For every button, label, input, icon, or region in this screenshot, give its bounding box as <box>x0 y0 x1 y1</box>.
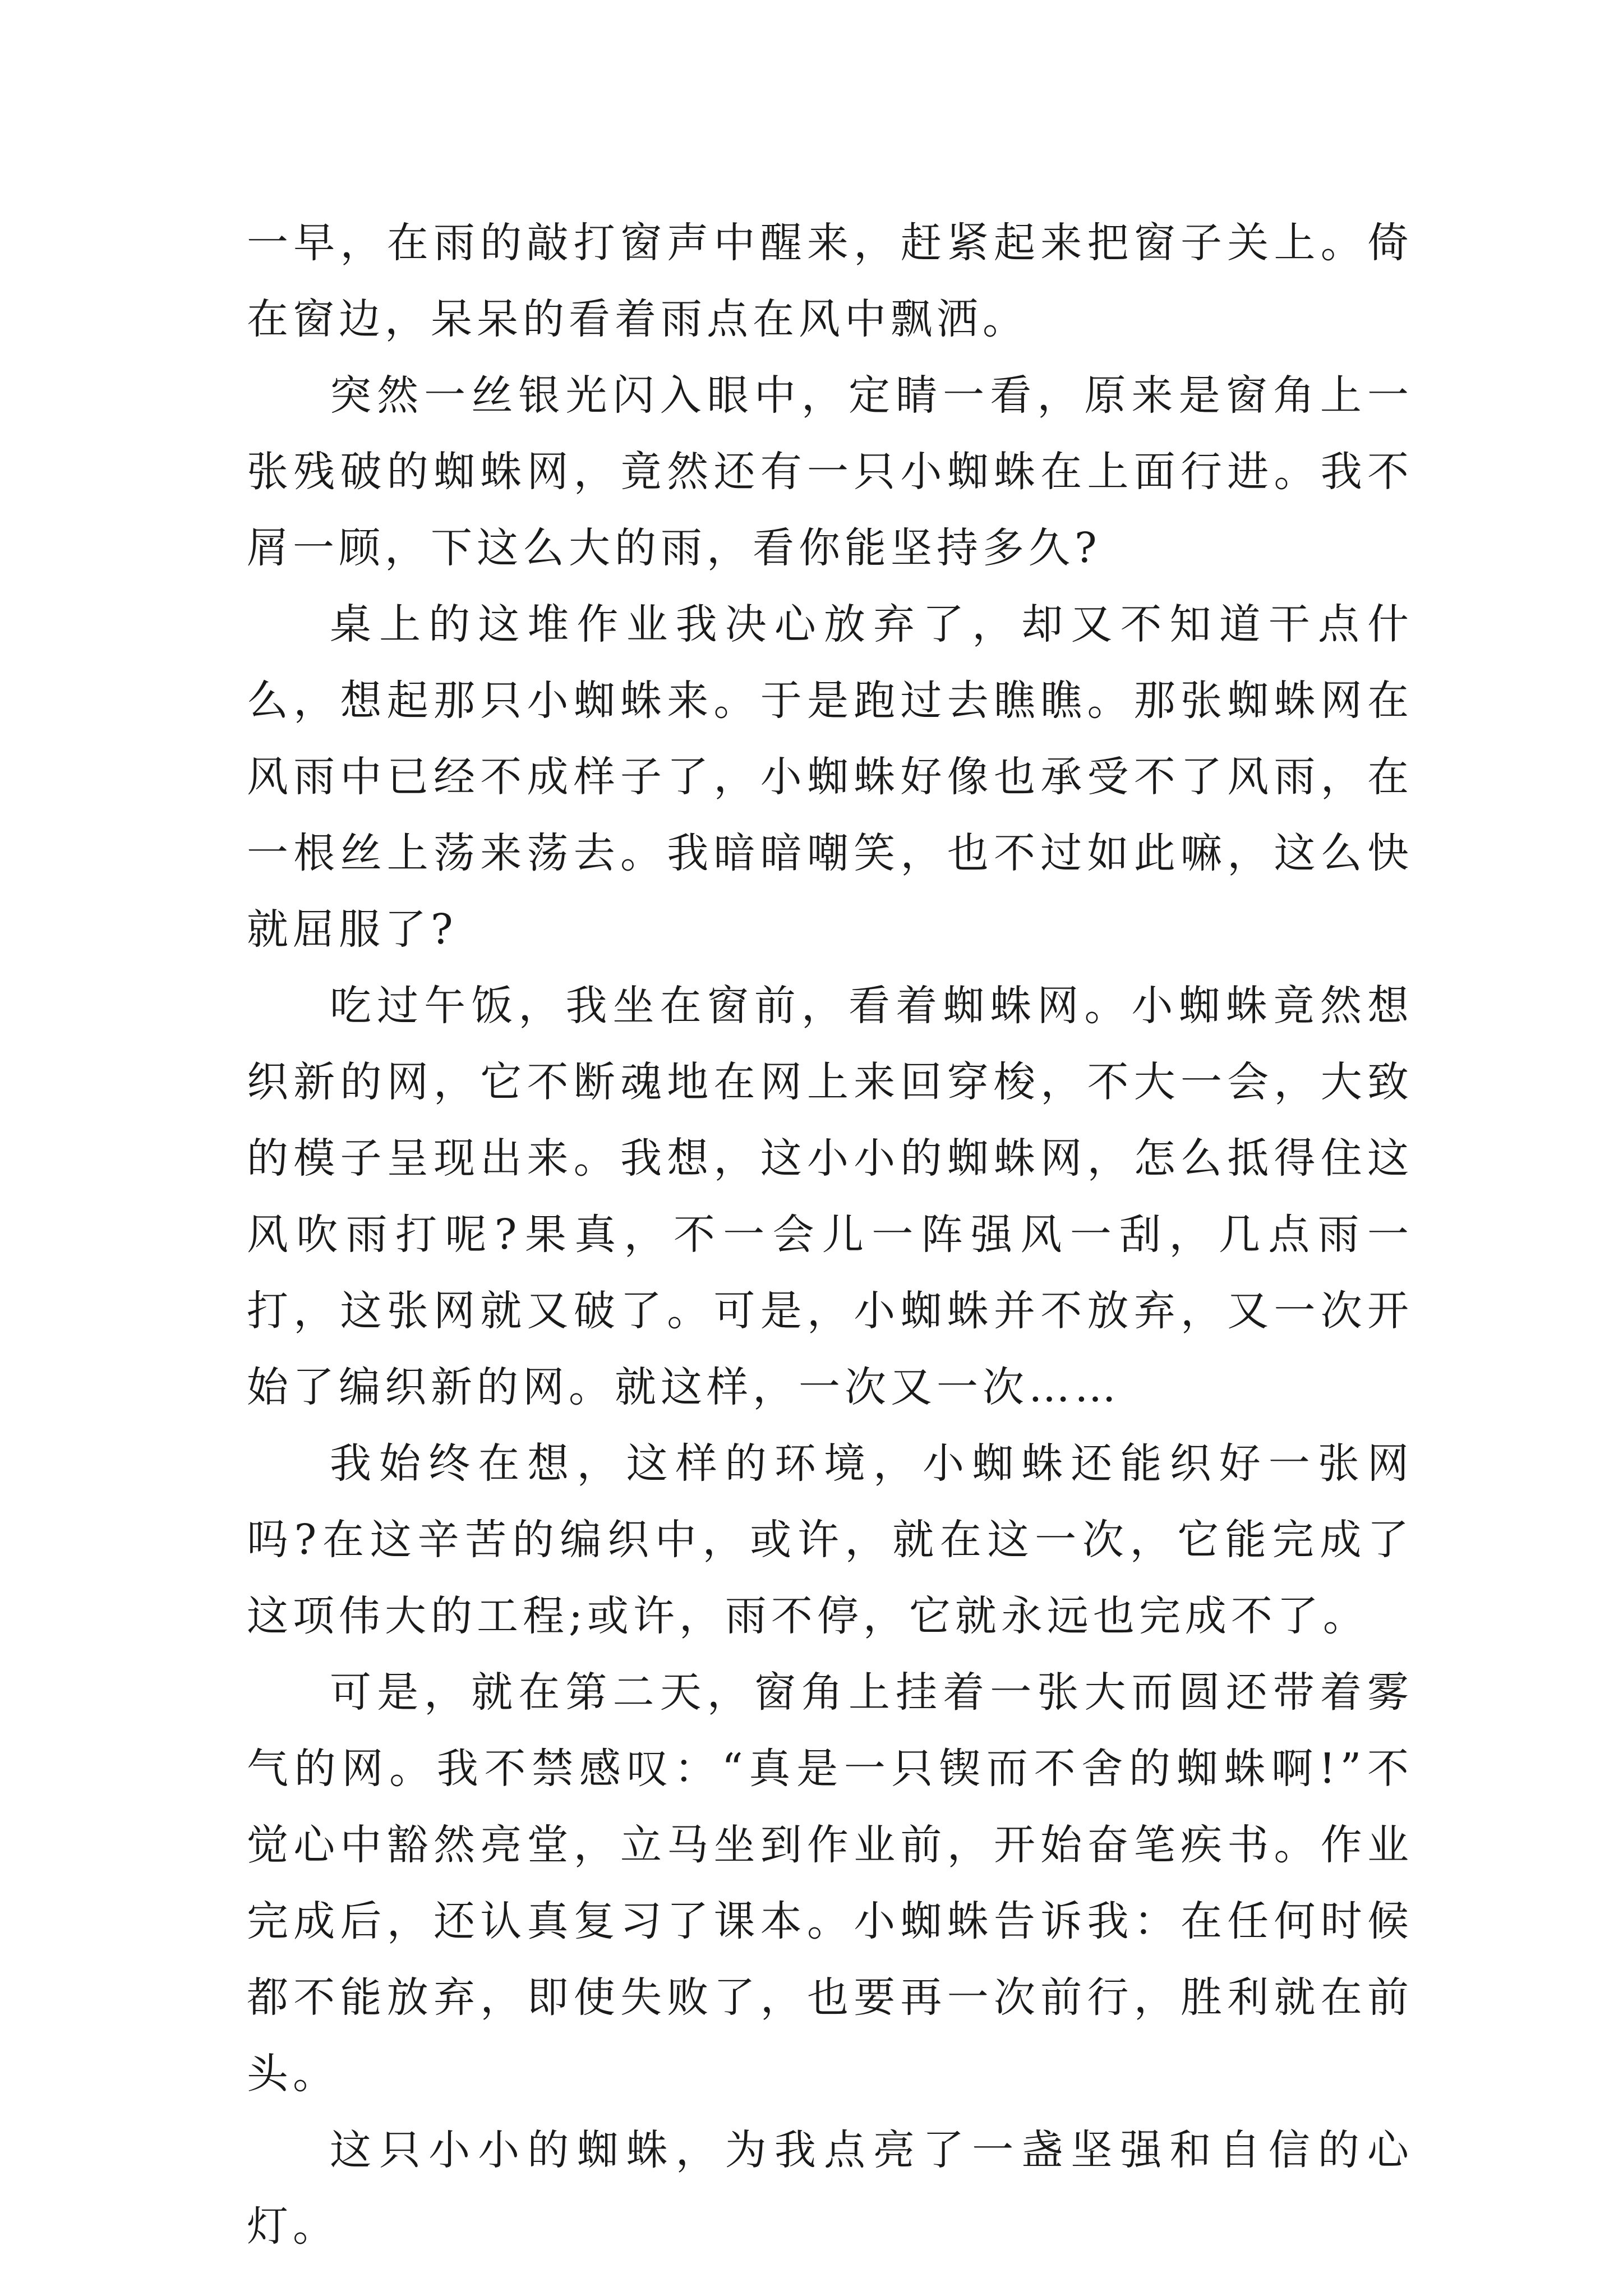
paragraph-1: 一早，在雨的敲打窗声中醒来，赶紧起来把窗子关上。倚在窗边，呆呆的看着雨点在风中飘洒。 <box>247 219 1413 343</box>
paragraph-5: 我始终在想，这样的环境，小蜘蛛还能织好一张网吗?在这辛苦的编织中，或许，就在这一次，它能完成了这项伟大的工程;或许，雨不停，它就永远也完成不了。 <box>247 1439 1413 1640</box>
paragraph-7: 这只小小的蜘蛛，为我点亮了一盏坚强和自信的心灯。 <box>247 2126 1413 2251</box>
paragraph-2: 突然一丝银光闪入眼中，定睛一看，原来是窗角上一张残破的蜘蛛网，竟然还有一只小蜘蛛在上面行进。我不屑一顾，下这么大的雨，看你能坚持多久? <box>247 371 1413 572</box>
paragraph-3: 桌上的这堆作业我决心放弃了，却又不知道干点什么，想起那只小蜘蛛来。于是跑过去瞧瞧。那张蜘蛛网在风雨中已经不成样子了，小蜘蛛好像也承受不了风雨，在一根丝上荡来荡去。我暗暗嘲笑，也不过如此嘛，这么快就屈服了? <box>247 600 1413 954</box>
paragraph-4: 吃过午饭，我坐在窗前，看着蜘蛛网。小蜘蛛竟然想织新的网，它不断魂地在网上来回穿梭，不大一会，大致的模子呈现出来。我想，这小小的蜘蛛网，怎么抵得住这风吹雨打呢?果真，不一会儿一阵强风一刮，几点雨一打，这张网就又破了。可是，小蜘蛛并不放弃，又一次开始了编织新的网。就这样，一次又一次…… <box>247 982 1413 1411</box>
essay-body <box>247 205 1413 2265</box>
paragraph-6: 可是，就在第二天，窗角上挂着一张大而圆还带着雾气的网。我不禁感叹：“真是一只锲而不舍的蜘蛛啊!”不觉心中豁然亮堂，立马坐到作业前，开始奋笔疾书。作业完成后，还认真复习了课本。小蜘蛛告诉我：在任何时候都不能放弃，即使失败了，也要再一次前行，胜利就在前头。 <box>247 1668 1413 2098</box>
